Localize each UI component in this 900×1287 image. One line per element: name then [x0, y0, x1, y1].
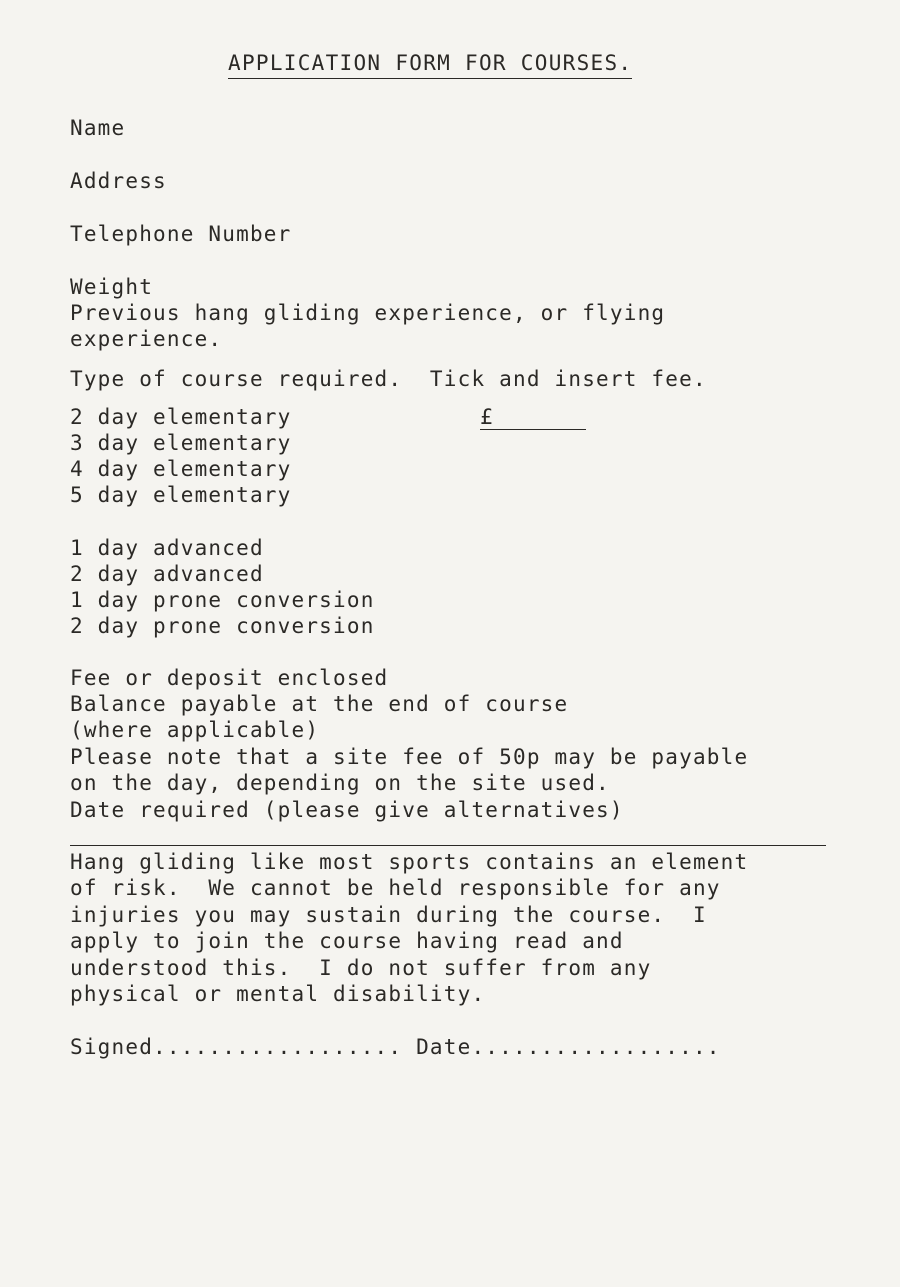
disclaimer-line: understood this. I do not suffer from any: [70, 956, 652, 980]
payment-line: Balance payable at the end of course: [70, 692, 569, 716]
payment-line: Date required (please give alternatives): [70, 798, 624, 822]
fee-currency-symbol: £: [480, 405, 493, 429]
disclaimer-line: physical or mental disability.: [70, 982, 486, 1006]
disclaimer-line: injuries you may sustain during the course. I: [70, 903, 707, 927]
course-option: 1 day prone conversion: [70, 588, 375, 612]
disclaimer-line: apply to join the course having read and: [70, 929, 624, 953]
course-option: 2 day advanced: [70, 562, 264, 586]
course-option: 5 day elementary: [70, 483, 292, 507]
address-label: Address: [70, 169, 167, 193]
course-option: 2 day prone conversion: [70, 614, 375, 638]
payment-line: on the day, depending on the site used.: [70, 771, 610, 795]
form-title: APPLICATION FORM FOR COURSES.: [228, 50, 632, 79]
name-label: Name: [70, 116, 126, 140]
payment-line: Fee or deposit enclosed: [70, 666, 389, 690]
payment-line: (where applicable): [70, 718, 320, 742]
signature-date-line: Signed.................. Date..................: [70, 1035, 721, 1059]
section-divider: [70, 845, 826, 846]
fee-blank-line: [480, 429, 586, 430]
experience-label-line-1: Previous hang gliding experience, or flying: [70, 301, 666, 325]
course-option: 1 day advanced: [70, 536, 264, 560]
course-option: 2 day elementary: [70, 405, 292, 429]
weight-label: Weight: [70, 275, 154, 299]
course-option: 3 day elementary: [70, 431, 292, 455]
telephone-label: Telephone Number: [70, 222, 292, 246]
experience-label-line-2: experience.: [70, 327, 223, 351]
disclaimer-line: of risk. We cannot be held responsible for any: [70, 876, 721, 900]
disclaimer-line: Hang gliding like most sports contains an element: [70, 850, 749, 874]
course-option: 4 day elementary: [70, 457, 292, 481]
payment-line: Please note that a site fee of 50p may be payable: [70, 745, 749, 769]
course-type-header: Type of course required. Tick and insert fee.: [70, 367, 707, 391]
